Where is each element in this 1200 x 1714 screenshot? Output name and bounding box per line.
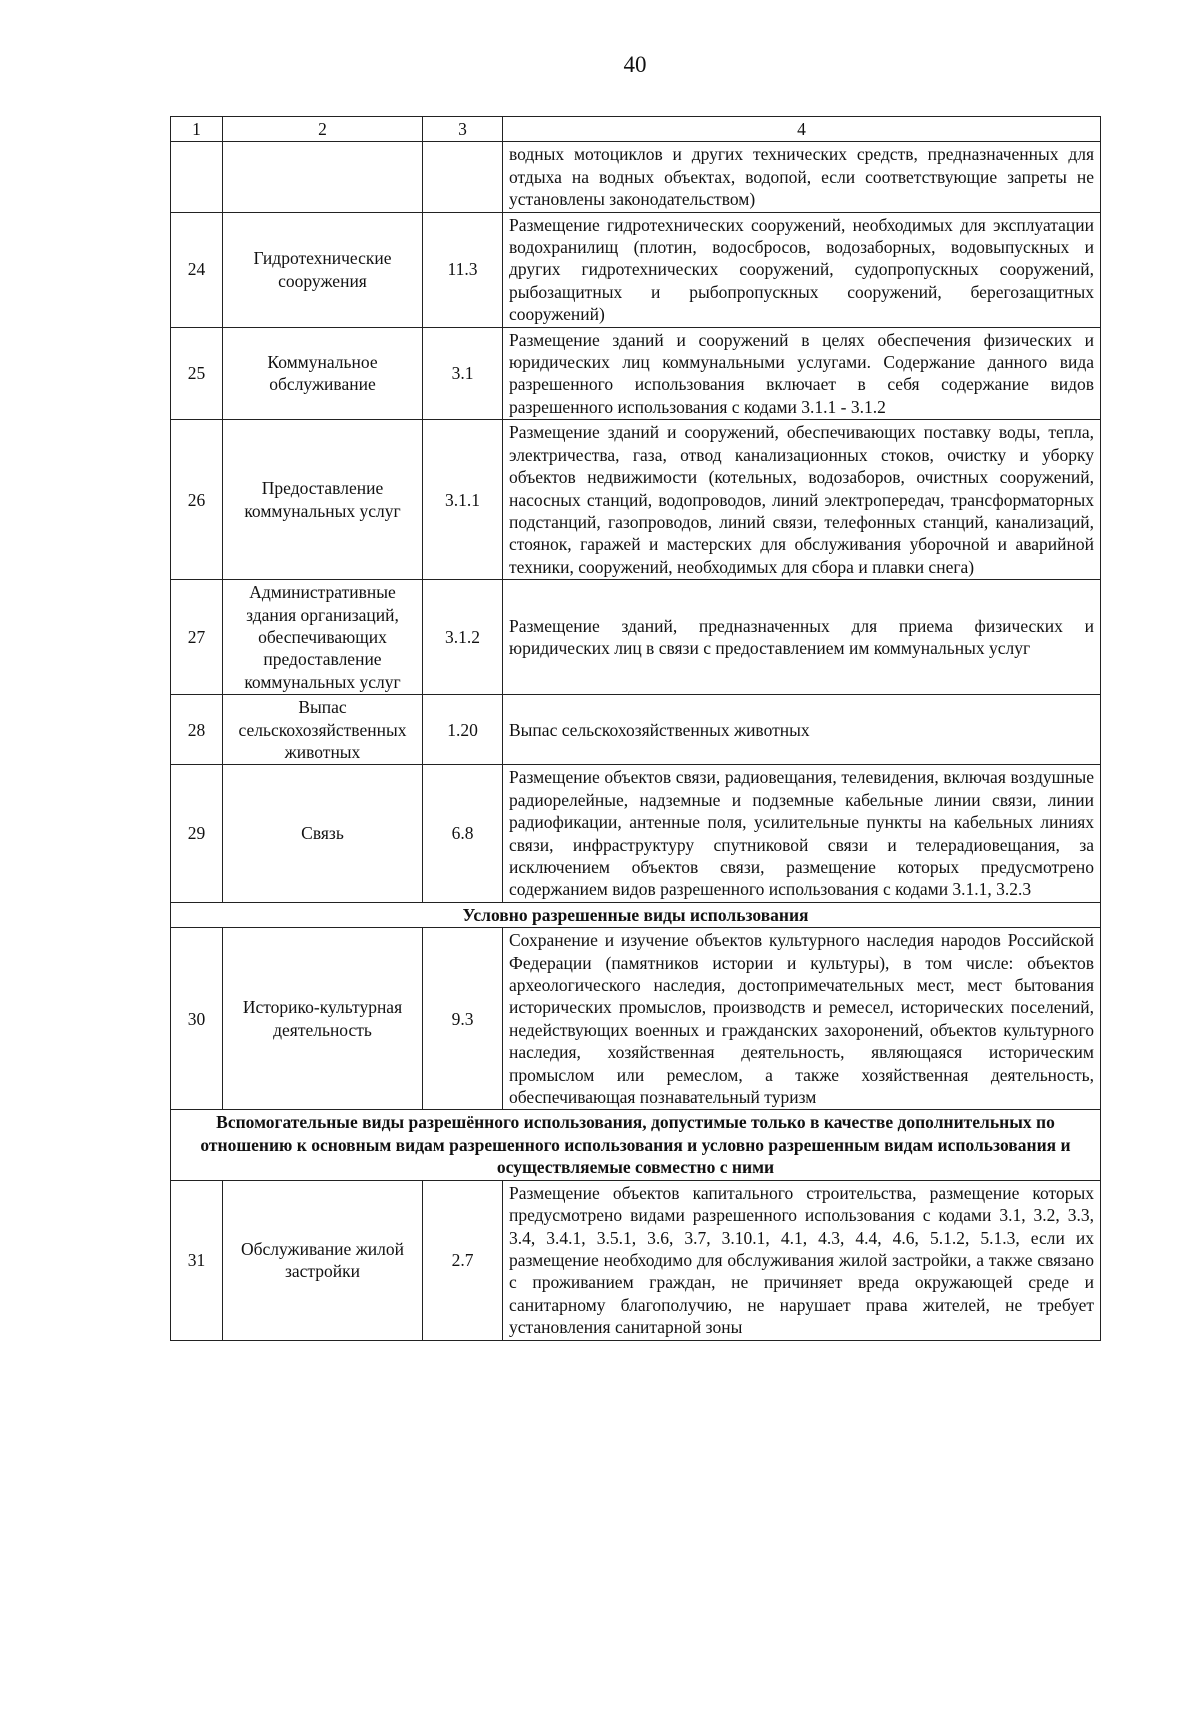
table-row bbox=[171, 420, 1101, 580]
row-number: 30 bbox=[171, 928, 223, 1110]
use-type-description: Размещение объектов капитального строительства, размещение которых предусмотрено видами разрешенного использования с кодами 3.1, 3.2, 3.3, 3.4, 3.4.1, 3.5.1, 3.6, 3.7, 3.10.1, 4.1, 4.3, 4.4, 4.6, 5.1.2, 5.1.3, если их размещение необходимо для обслуживания жилой застройки, а также связано с проживанием граждан, не причиняет вреда окружающей среде и санитарному благополучию, не нарушает права жителей, не требует установления санитарной зоны bbox=[503, 1180, 1101, 1340]
use-type-code: 2.7 bbox=[423, 1180, 503, 1340]
land-use-table bbox=[170, 116, 1101, 1341]
table-row bbox=[171, 765, 1101, 902]
use-type-name: Историко-культурная деятельность bbox=[223, 928, 423, 1110]
use-type-code: 1.20 bbox=[423, 695, 503, 765]
use-type-description: Размещение зданий и сооружений, обеспечивающих поставку воды, тепла, электричества, газа, отвод канализационных стоков, очистку и уборку объектов недвижимости (котельных, водозаборов, очистных сооружений, насосных станций, водопроводов, линий электропередач, трансформаторных подстанций, газопроводов, линий связи, телефонных станций, канализаций, стоянок, гаражей и мастерских для обслуживания уборочной и аварийной техники, сооружений, необходимых для сбора и плавки снега) bbox=[503, 420, 1101, 580]
row-number: 24 bbox=[171, 212, 223, 327]
header-cell: 1 bbox=[171, 117, 223, 142]
use-type-name: Коммунальное обслуживание bbox=[223, 327, 423, 420]
header-cell: 2 bbox=[223, 117, 423, 142]
empty-cell bbox=[171, 142, 223, 212]
row-number: 27 bbox=[171, 580, 223, 695]
header-cell: 4 bbox=[503, 117, 1101, 142]
table-row bbox=[171, 580, 1101, 695]
empty-cell bbox=[223, 142, 423, 212]
continuation-description: водных мотоциклов и других технических средств, предназначенных для отдыха на водных объектах, водопой, если соответствующие запреты не установлены законодательством) bbox=[503, 142, 1101, 212]
section-header-row bbox=[171, 1110, 1101, 1180]
row-number: 31 bbox=[171, 1180, 223, 1340]
row-number: 26 bbox=[171, 420, 223, 580]
table-row bbox=[171, 695, 1101, 765]
use-type-code: 3.1.1 bbox=[423, 420, 503, 580]
use-type-code: 3.1.2 bbox=[423, 580, 503, 695]
row-number: 28 bbox=[171, 695, 223, 765]
continuation-row bbox=[171, 142, 1101, 212]
use-type-code: 9.3 bbox=[423, 928, 503, 1110]
use-type-name: Выпас сельскохозяйственных животных bbox=[223, 695, 423, 765]
use-type-name: Обслуживание жилой застройки bbox=[223, 1180, 423, 1340]
table-row bbox=[171, 212, 1101, 327]
use-type-name: Гидротехнические сооружения bbox=[223, 212, 423, 327]
use-type-code: 3.1 bbox=[423, 327, 503, 420]
section-auxiliary-heading: Вспомогательные виды разрешённого использования, допустимые только в качестве дополнительных по отношению к основным видам разрешенного использования и условно разрешенным видам использования и осуществляемые совместно с ними bbox=[171, 1110, 1101, 1180]
page-number: 40 bbox=[623, 52, 647, 77]
section-conditional-heading: Условно разрешенные виды использования bbox=[171, 902, 1101, 927]
use-type-description: Размещение гидротехнических сооружений, необходимых для эксплуатации водохранилищ (плотин, водосбросов, водозаборных, водовыпускных и других гидротехнических сооружений, судопропускных сооружений, рыбозащитных и рыбопропускных сооружений, берегозащитных сооружений) bbox=[503, 212, 1101, 327]
empty-cell bbox=[423, 142, 503, 212]
table-row bbox=[171, 1180, 1101, 1340]
use-type-code: 6.8 bbox=[423, 765, 503, 902]
table-row bbox=[171, 928, 1101, 1110]
header-cell: 3 bbox=[423, 117, 503, 142]
table-row bbox=[171, 327, 1101, 420]
use-type-code: 11.3 bbox=[423, 212, 503, 327]
use-type-name: Административные здания организаций, обеспечивающих предоставление коммунальных услуг bbox=[223, 580, 423, 695]
row-number: 29 bbox=[171, 765, 223, 902]
use-type-description: Размещение зданий и сооружений в целях обеспечения физических и юридических лиц коммунальными услугами. Содержание данного вида разрешенного использования включает в себя содержание видов разрешенного использования с кодами 3.1.1 - 3.1.2 bbox=[503, 327, 1101, 420]
header-row bbox=[171, 117, 1101, 142]
use-type-description: Выпас сельскохозяйственных животных bbox=[503, 695, 1101, 765]
use-type-name: Связь bbox=[223, 765, 423, 902]
section-header-row bbox=[171, 902, 1101, 927]
use-type-name: Предоставление коммунальных услуг bbox=[223, 420, 423, 580]
row-number: 25 bbox=[171, 327, 223, 420]
use-type-description: Сохранение и изучение объектов культурного наследия народов Российской Федерации (памятников истории и культуры), в том числе: объектов археологического наследия, достопримечательных мест, мест бытования исторических промыслов, производств и ремесел, исторических поселений, недействующих военных и гражданских захоронений, объектов культурного наследия, хозяйственная деятельность, являющаяся историческим промыслом или ремеслом, а также хозяйственная деятельность, обеспечивающая познавательный туризм bbox=[503, 928, 1101, 1110]
use-type-description: Размещение зданий, предназначенных для приема физических и юридических лиц в связи с предоставлением им коммунальных услуг bbox=[503, 580, 1101, 695]
use-type-description: Размещение объектов связи, радиовещания, телевидения, включая воздушные радиорелейные, надземные и подземные кабельные линии связи, линии радиофикации, антенные поля, усилительные пункты на кабельных линиях связи, инфраструктуру спутниковой связи и телерадиовещания, за исключением объектов связи, размещение которых предусмотрено содержанием видов разрешенного использования с кодами 3.1.1, 3.2.3 bbox=[503, 765, 1101, 902]
